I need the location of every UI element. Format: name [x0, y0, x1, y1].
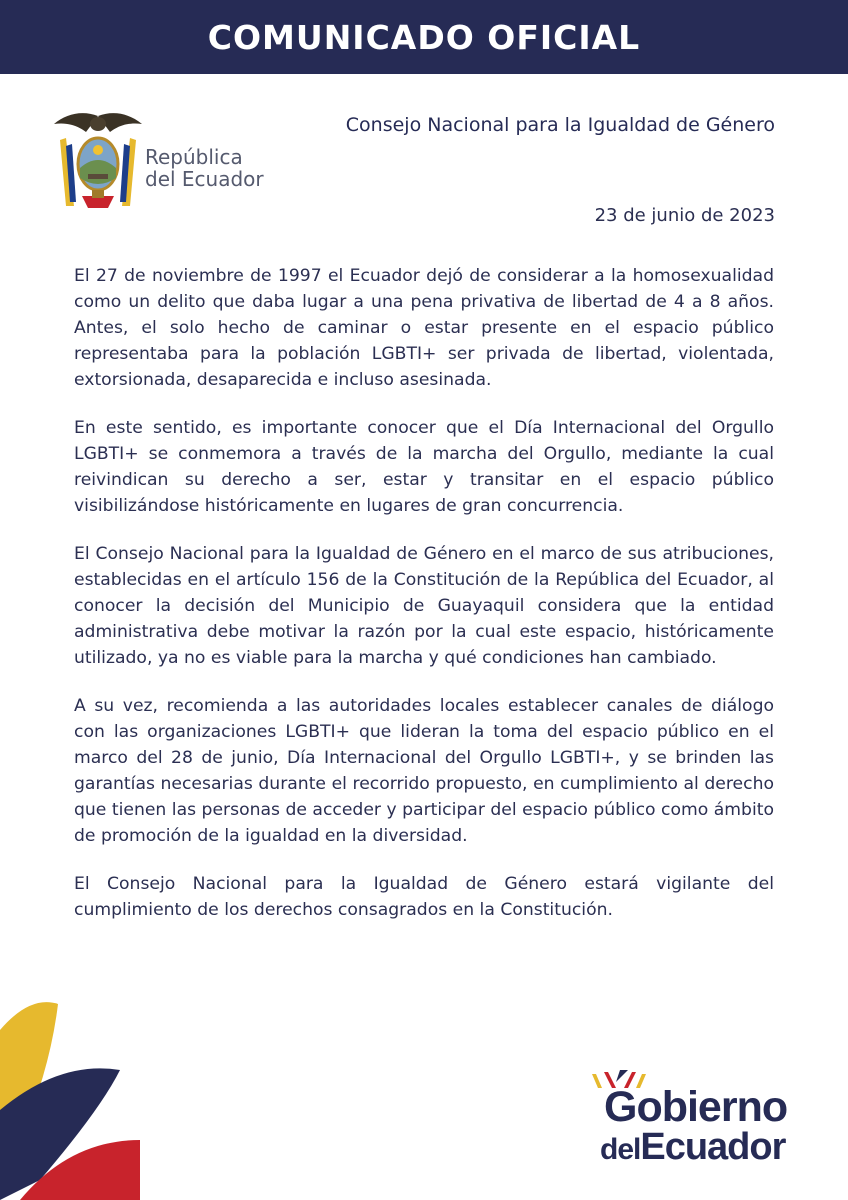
gobierno-logo-text: Gobierno — [604, 1083, 788, 1131]
republica-line2: del Ecuador — [145, 167, 264, 191]
paragraph: El 27 de noviembre de 1997 el Ecuador dejó de considerar a la homosexualidad como un delito que daba lugar a una pena privativa de libertad de 4 a 8 años. Antes, el solo hecho de caminar o estar presente en el espacio público representaba para la población LGBTI+ ser privada de libertad, violentada, extorsionada, desaparecida e incluso asesinada. — [74, 266, 774, 390]
header-title: COMUNICADO OFICIAL — [207, 17, 641, 57]
council-name: Consejo Nacional para la Igualdad de Género — [345, 114, 775, 136]
paragraph: El Consejo Nacional para la Igualdad de Género estará vigilante del cumplimiento de los derechos consagrados en la Constitución. — [74, 874, 774, 920]
document-body — [74, 263, 774, 945]
document-date: 23 de junio de 2023 — [594, 205, 775, 226]
paragraph: El Consejo Nacional para la Igualdad de Género en el marco de sus atribuciones, establecidas en el artículo 156 de la Constitución de la República del Ecuador, al conocer la decisión del Municipio de Guayaquil considera que la entidad administrativa debe motivar la razón por la cual este espacio, históricamente utilizado, ya no es viable para la marcha y qué condiciones han cambiado. — [74, 544, 774, 668]
ecuador-text: Ecuador — [640, 1126, 786, 1168]
header-bar — [0, 0, 848, 74]
republica-line1: República — [145, 145, 243, 169]
del-text: del — [600, 1133, 641, 1166]
republica-del-ecuador-label — [145, 146, 264, 190]
paragraph: A su vez, recomienda a las autoridades locales establecer canales de diálogo con las organizaciones LGBTI+ que lideran la toma del espacio público en el marco del 28 de junio, Día Internacional del Orgullo LGBTI+, y se brinden las garantías necesarias durante el recorrido propuesto, en cumplimiento al derecho que tienen las personas de acceder y participar del espacio público como ámbito de promoción de la igualdad en la diversidad. — [74, 696, 774, 846]
ecuador-logo-text — [600, 1126, 785, 1169]
paragraph: En este sentido, es importante conocer que el Día Internacional del Orgullo LGBTI+ se conmemora a través de la marcha del Orgullo, mediante la cual reivindican su derecho a ser, estar y transitar en el espacio público visibilizándose históricamente en lugares de gran concurrencia. — [74, 418, 774, 516]
decorative-corner-shapes — [0, 990, 140, 1200]
